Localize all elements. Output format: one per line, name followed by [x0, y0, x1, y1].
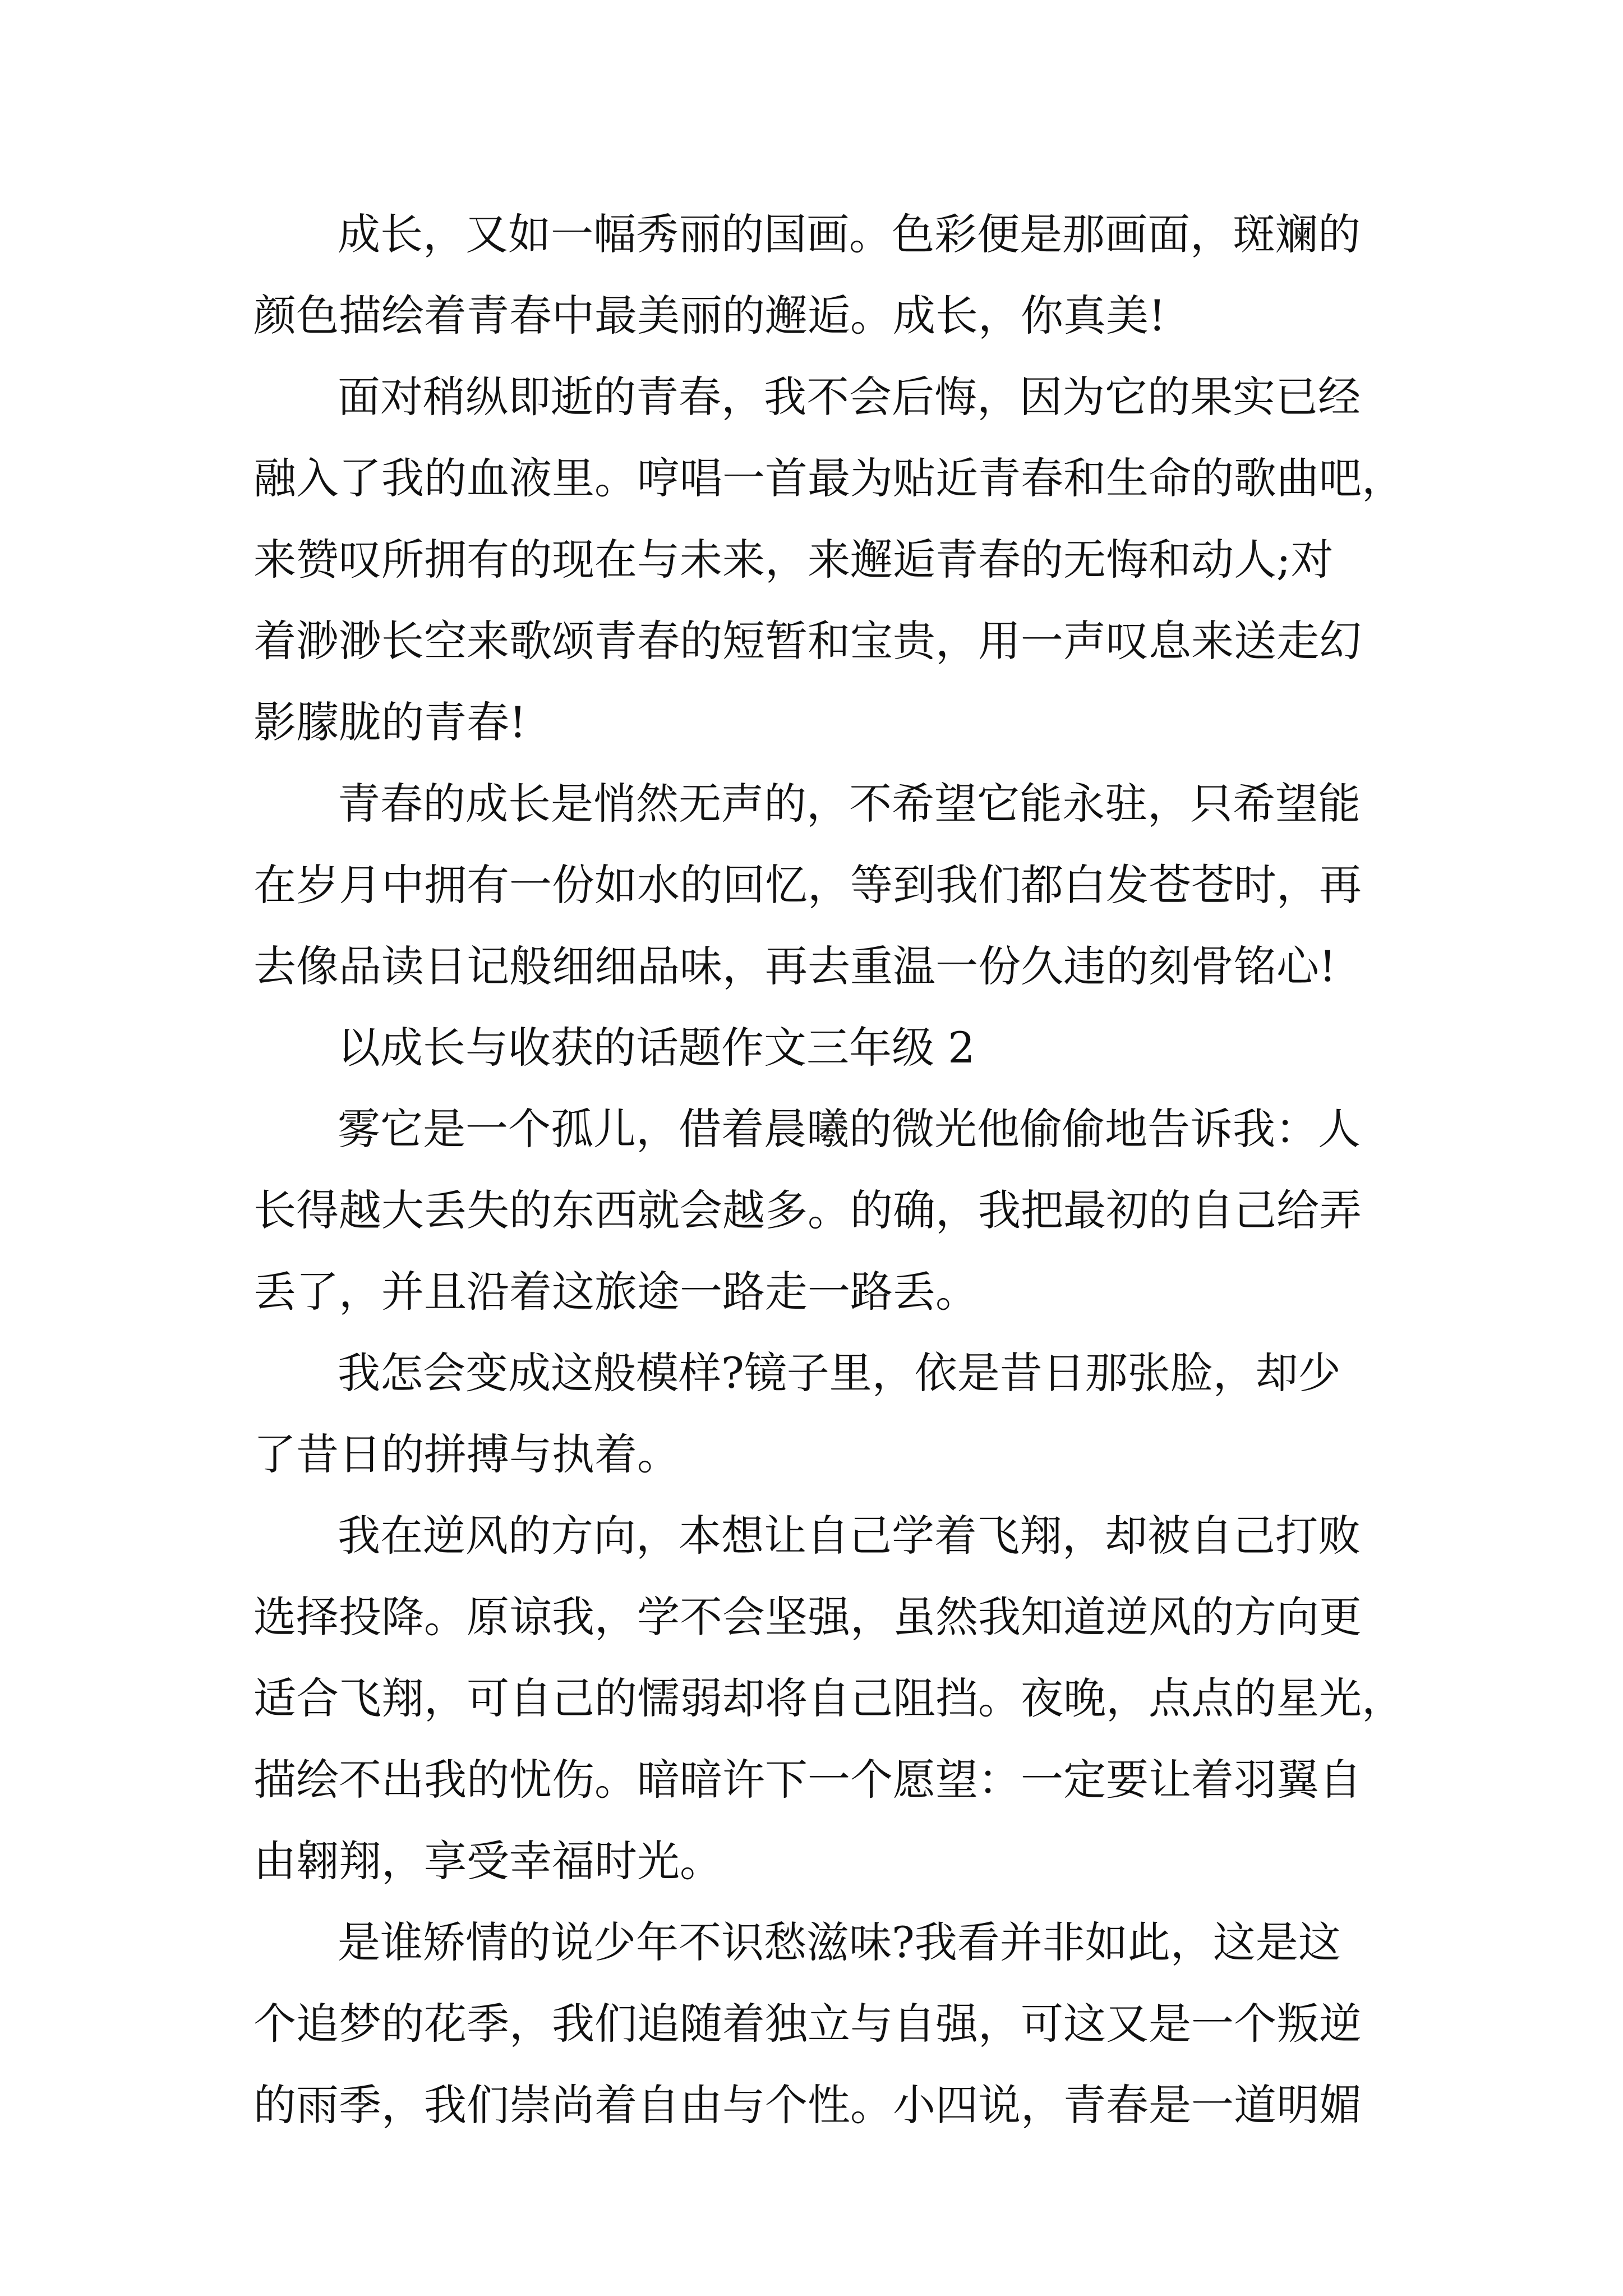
paragraph-line: 了昔日的拼搏与执着。 — [253, 1429, 680, 1479]
paragraph-line: 适合飞翔，可自己的懦弱却将自己阻挡。夜晚，点点的星光， — [253, 1673, 1404, 1723]
paragraph-line: 来赞叹所拥有的现在与未来，来邂逅青春的无悔和动人;对 — [253, 535, 1334, 585]
paragraph-line: 颜色描绘着青春中最美丽的邂逅。成长，你真美! — [253, 291, 1166, 341]
paragraph-line: 在岁月中拥有一份如水的回忆，等到我们都白发苍苍时，再 — [253, 860, 1362, 910]
section-heading: 以成长与收获的话题作文三年级 2 — [338, 1023, 975, 1073]
paragraph-line: 雾它是一个孤儿，借着晨曦的微光他偷偷地告诉我：人 — [338, 1104, 1361, 1154]
paragraph-line: 个追梦的花季，我们追随着独立与自强，可这又是一个叛逆 — [253, 1999, 1362, 2049]
paragraph-line: 着渺渺长空来歌颂青春的短暂和宝贵，用一声叹息来送走幻 — [253, 616, 1362, 666]
paragraph-line: 影朦胧的青春! — [253, 697, 527, 747]
paragraph-line: 我怎会变成这般模样?镜子里，依是昔日那张脸，却少 — [338, 1348, 1341, 1398]
paragraph-line: 由翱翔，享受幸福时光。 — [253, 1836, 722, 1886]
paragraph-line: 我在逆风的方向，本想让自己学着飞翔，却被自己打败 — [338, 1511, 1361, 1561]
paragraph-line: 成长，又如一幅秀丽的国画。色彩便是那画面，斑斓的 — [338, 209, 1361, 259]
paragraph-line: 丢了，并且沿着这旅途一路走一路丢。 — [253, 1267, 978, 1317]
paragraph-line: 青春的成长是悄然无声的，不希望它能永驻，只希望能 — [338, 779, 1361, 829]
paragraph-line: 融入了我的血液里。哼唱一首最为贴近青春和生命的歌曲吧， — [253, 453, 1404, 503]
paragraph-line: 去像品读日记般细细品味，再去重温一份久违的刻骨铭心! — [253, 941, 1336, 991]
paragraph-line: 描绘不出我的忧伤。暗暗许下一个愿望：一定要让着羽翼自 — [253, 1755, 1362, 1805]
paragraph-line: 长得越大丢失的东西就会越多。的确，我把最初的自己给弄 — [253, 1185, 1362, 1235]
paragraph-line: 面对稍纵即逝的青春，我不会后悔，因为它的果实已经 — [338, 372, 1361, 422]
paragraph-line: 的雨季，我们崇尚着自由与个性。小四说，青春是一道明媚 — [253, 2080, 1362, 2130]
paragraph-line: 选择投降。原谅我，学不会坚强，虽然我知道逆风的方向更 — [253, 1592, 1362, 1642]
paragraph-line: 是谁矫情的说少年不识愁滋味?我看并非如此，这是这 — [338, 1917, 1341, 1967]
